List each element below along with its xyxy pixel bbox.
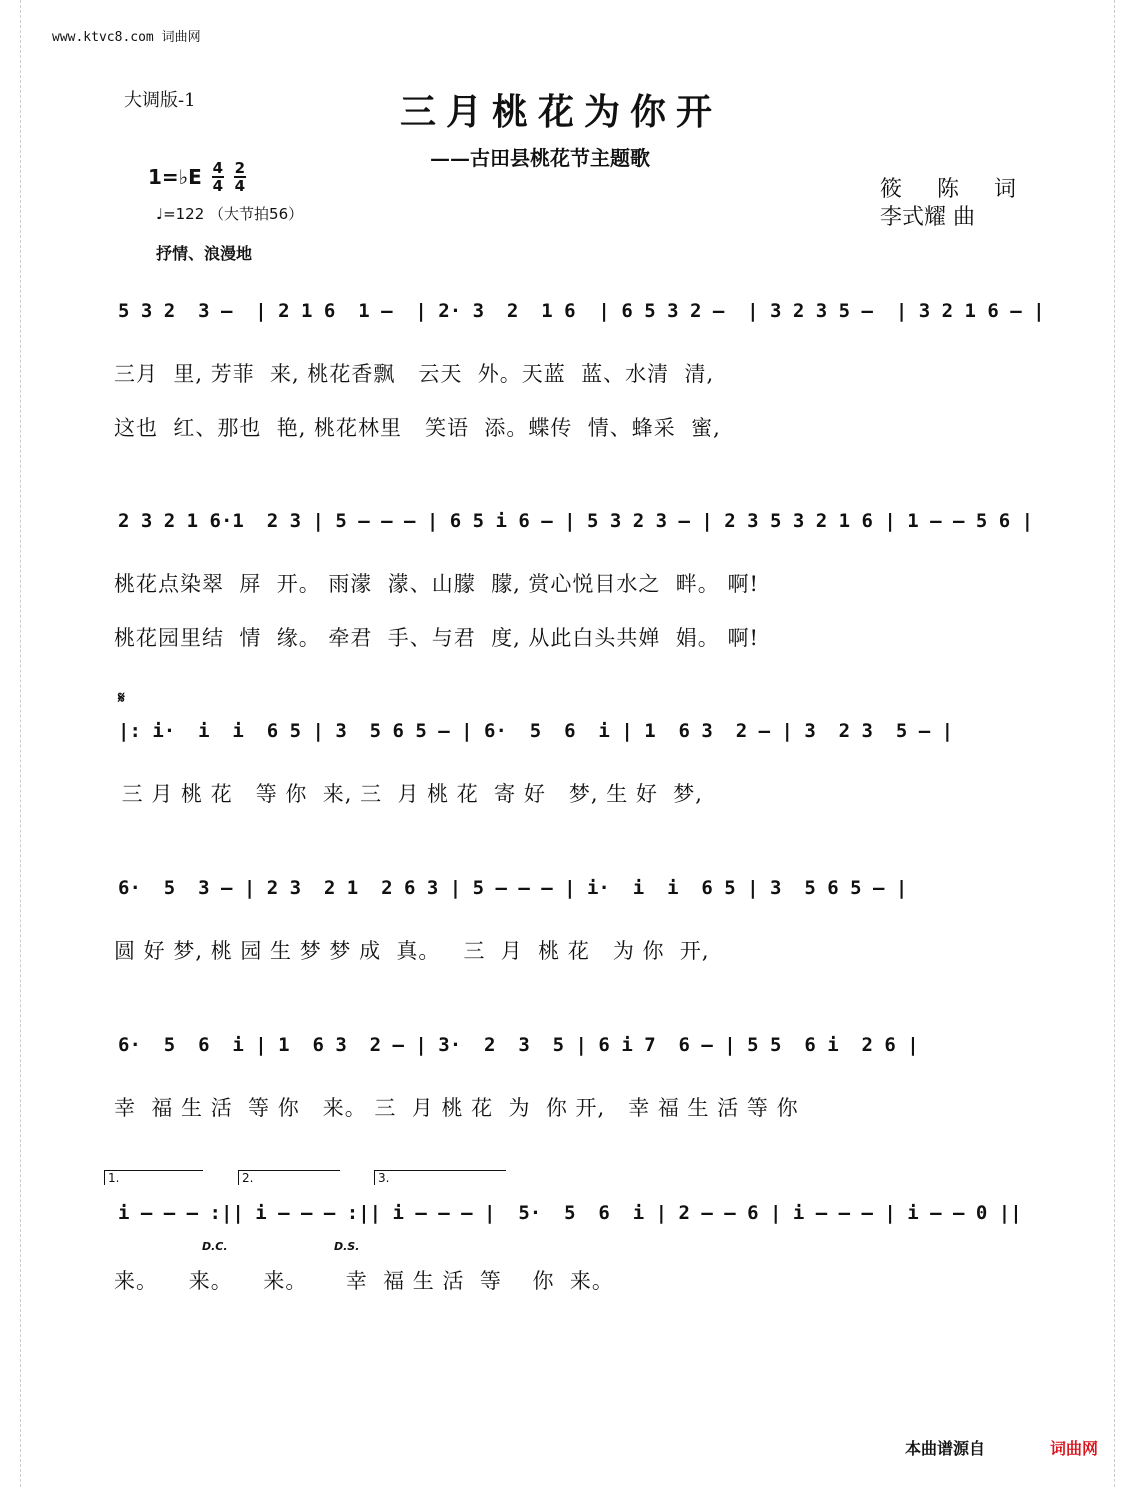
- key-label: 1=♭E: [148, 165, 202, 189]
- left-watermark-strip: [0, 0, 21, 1487]
- key-signature: [148, 160, 246, 194]
- lyric-row-1-verse-2: 这也 红、那也 艳, 桃花林里 笑语 添。蝶传 情、蜂采 蜜,: [114, 416, 721, 440]
- time-sig-2-bottom: 4: [234, 177, 245, 195]
- ending-bracket-3: 3.: [374, 1170, 506, 1185]
- right-watermark-strip: [1114, 0, 1135, 1487]
- notes-row-5: 6· 5 6 i | 1 6 3 2 – | 3· 2 3 5 | 6 i 7 6 – | 5 5 6 i 2 6 |: [118, 1034, 919, 1056]
- notes-row-1: 5 3 2 3 – | 2 1 6 1 – | 2· 3 2 1 6 | 6 5 3 2 – | 3 2 3 5 – | 3 2 1 6 – |: [118, 300, 1045, 322]
- expression-marking: 抒情、浪漫地: [156, 244, 253, 263]
- time-signature-1: [212, 160, 224, 194]
- lyric-row-1-verse-1: 三月 里, 芳菲 来, 桃花香飘 云天 外。天蓝 蓝、水清 清,: [114, 362, 715, 386]
- song-title: 三月桃花为你开: [400, 91, 723, 133]
- time-sig-1-bottom: 4: [212, 177, 223, 195]
- footer-source-text: 本曲谱源自: [905, 1439, 986, 1458]
- ending-bracket-2: 2.: [238, 1170, 340, 1185]
- lyric-row-2-verse-2: 桃花园里结 情 缘。 牵君 手、与君 度, 从此白头共婵 娟。 啊!: [114, 626, 759, 650]
- version-label: 大调版-1: [124, 90, 196, 111]
- notes-row-2: 2 3 2 1 6·1 2 3 | 5 – – – | 6 5 i 6 – | 5 3 2 3 – | 2 3 5 3 2 1 6 | 1 – – 5 6 |: [118, 510, 1034, 532]
- notes-row-3: |: i· i i 6 5 | 3 5 6 5 – | 6· 5 6 i | 1 6 3 2 – | 3 2 3 5 – |: [118, 720, 954, 742]
- lyric-row-6: 来。 来。 来。 幸 福 生 活 等 你 来。: [114, 1269, 614, 1293]
- lyric-row-2-verse-1: 桃花点染翠 屏 开。 雨濛 濛、山朦 朦, 赏心悦目水之 畔。 啊!: [114, 572, 759, 596]
- tempo-marking: ♩=122 （大节拍56）: [156, 205, 304, 223]
- time-signature-2: [234, 160, 246, 194]
- lyric-row-4: 圆 好 梦, 桃 园 生 梦 梦 成 真。 三 月 桃 花 为 你 开,: [114, 939, 710, 963]
- lyric-row-3: 三 月 桃 花 等 你 来, 三 月 桃 花 寄 好 梦, 生 好 梦,: [114, 782, 703, 806]
- segno-sign: 𝄋: [118, 688, 125, 707]
- ending-bracket-1: 1.: [104, 1170, 203, 1185]
- song-subtitle: ——古田县桃花节主题歌: [430, 146, 650, 170]
- notes-row-4: 6· 5 3 – | 2 3 2 1 2 6 3 | 5 – – – | i· i i 6 5 | 3 5 6 5 – |: [118, 877, 908, 899]
- time-sig-1-top: 4: [212, 159, 223, 177]
- time-sig-2-top: 2: [234, 159, 245, 177]
- ds-marking: D.S.: [334, 1240, 360, 1253]
- lyricist-credit: 筱 陈 词: [880, 177, 1030, 202]
- composer-credit: 李式耀 曲: [880, 205, 975, 230]
- notes-row-6: i – – – :|| i – – – :|| i – – – | 5· 5 6 i | 2 – – 6 | i – – – | i – – 0 ||: [118, 1202, 1022, 1224]
- dc-marking: D.C.: [202, 1240, 228, 1253]
- footer-brand-link[interactable]: 词曲网: [1050, 1439, 1099, 1458]
- site-url[interactable]: www.ktvc8.com 词曲网: [52, 30, 201, 45]
- lyric-row-5: 幸 福 生 活 等 你 来。 三 月 桃 花 为 你 开, 幸 福 生 活 等 你: [114, 1096, 799, 1120]
